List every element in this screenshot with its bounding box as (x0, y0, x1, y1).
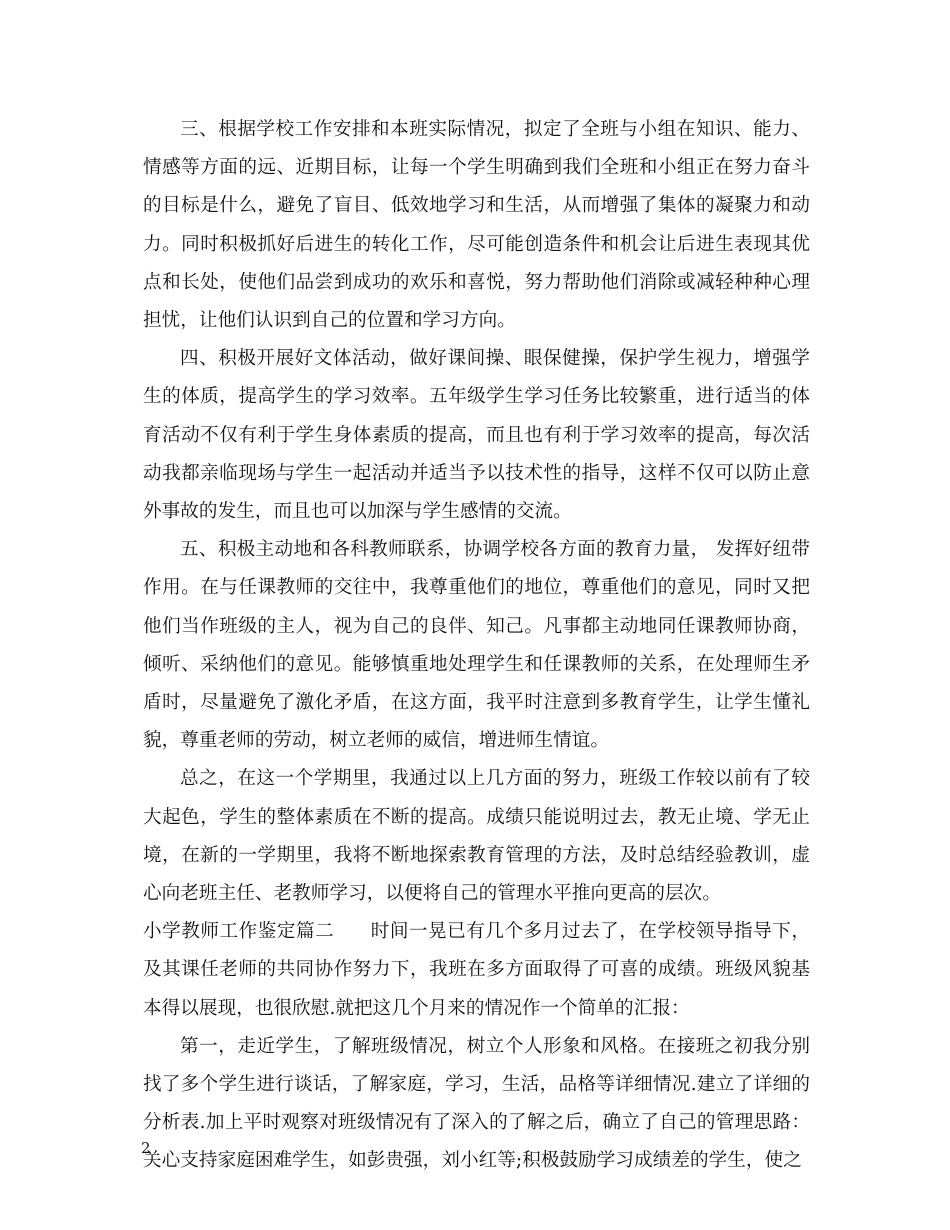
paragraph-4: 总之，在这一个学期里，我通过以上几方面的努力，班级工作较以前有了较大起色，学生的整体素质在不断的提高。成绩只能说明过去，教无止境、学无止境，在新的一学期里，我将不断地探索教育管理的方法，及时总结经验教训，虚心向老班主任、老教师学习，以便将自己的管理水平推向更高的层次。 (143, 768, 810, 905)
paragraph-final: 第一，走近学生，了解班级情况，树立个人形象和风格。在接班之初我分别找了多个学生进行谈话，了解家庭，学习，生活，品格等详细情况.建立了详细的分析表.加上平时观察对班级情况有了深入的了解之后，确立了自己的管理思路：关心支持家庭困难学生，如彭贵强，刘小红等;积极鼓励学习成绩差的学生，使之 (143, 1035, 810, 1172)
page-number: 2 (141, 1139, 151, 1157)
paragraph-2: 四、积极开展好文体活动，做好课间操、眼保健操，保护学生视力，增强学生的体质，提高学生的学习效率。五年级学生学习任务比较繁重，进行适当的体育活动不仅有利于学生身体素质的提高，而且也有利于学习效率的提高，每次活动我都亲临现场与学生一起活动并适当予以技术性的指导，这样不仅可以防止意外事故的发生，而且也可以加深与学生感情的交流。 (143, 348, 810, 523)
section-title: 小学教师工作鉴定篇二 (143, 921, 335, 943)
paragraph-3: 五、积极主动地和各科教师联系，协调学校各方面的教育力量， 发挥好纽带作用。在与任课教师的交往中，我尊重他们的地位，尊重他们的意见，同时又把他们当作班级的主人，视为自己的良伴、知己。凡事都主动地同任课教师协商，倾听、采纳他们的意见。能够慎重地处理学生和任课教师的关系，在处理师生矛盾时，尽量避免了激化矛盾，在这方面，我平时注意到多教育学生，让学生懂礼貌，尊重老师的劳动，树立老师的威信，增进师生情谊。 (143, 539, 810, 752)
paragraph-1: 三、根据学校工作安排和本班实际情况，拟定了全班与小组在知识、能力、情感等方面的远、近期目标，让每一个学生明确到我们全班和小组正在努力奋斗的目标是什么，避免了盲目、低效地学习和生活，从而增强了集体的凝聚力和动力。同时积极抓好后进生的转化工作，尽可能创造条件和机会让后进生表现其优点和长处，使他们品尝到成功的欢乐和喜悦，努力帮助他们消除或减轻种种心理担忧，让他们认识到自己的位置和学习方向。 (143, 119, 810, 332)
section-intro: 时间一晃已有几个多月过去了，在学校领导指导下，及其课任老师的共同协作努力下，我班在多方面取得了可喜的成绩。班级风貌基本得以展现，也很欣慰.就把这几个月来的情况作一个简单的汇报： (143, 921, 810, 1019)
document-body (143, 111, 810, 1181)
section-two-paragraph (143, 913, 810, 1028)
